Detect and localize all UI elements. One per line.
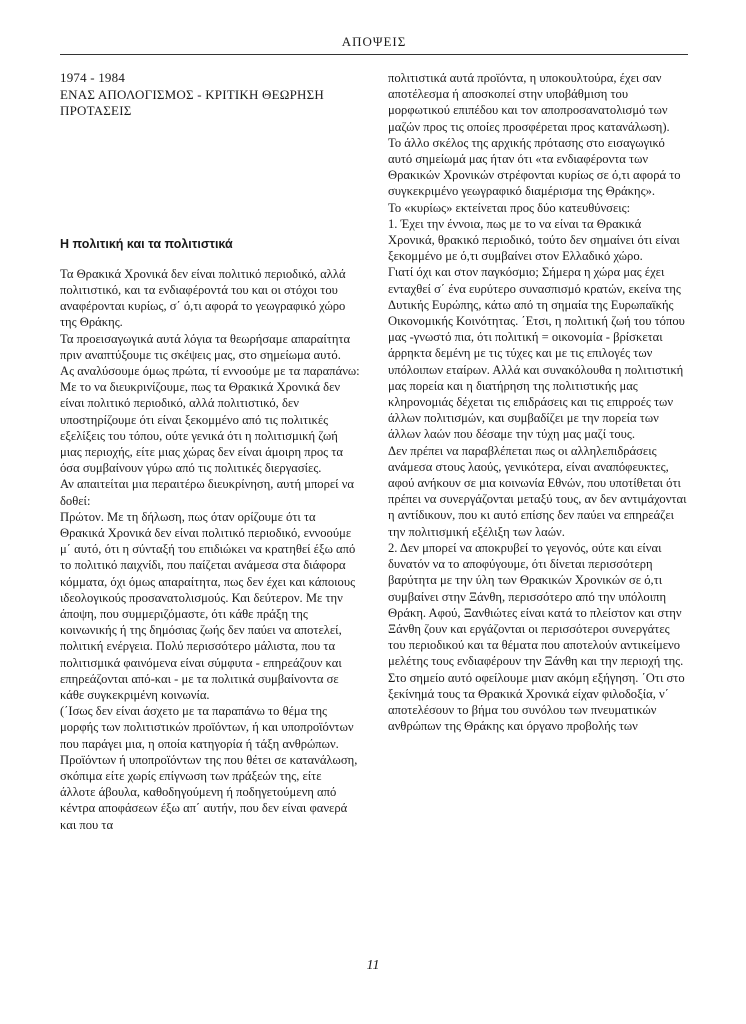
paragraph: Με το να διευκρινίζουμε, πως τα Θρακικά Χρονικά δεν είναι πολιτικό περιοδικό, αλλά πολιτιστικό, δεν υποστηρίζουμε ότι είναι ξεκομμένο από τις πολιτικές εξελίξεις του τόπου, ούτε γενικά ότι η πολιτισμική ζωή μιας περιοχής, είτε μιας χώρας δεν είναι άμοιρη προς τα όσα συμβαίνουν γύρω από τις πολιτικές διεργασίες. <box>60 380 343 476</box>
paragraph: Το άλλο σκέλος της αρχικής πρότασης στο εισαγωγικό αυτό σημείωμά μας ήταν ότι «τα ενδιαφέροντα των Θρακικών Χρονικών στρέφονται κυρίως σε ό,τι αφορά το συγκεκριμένο γεωγραφικό διαμέρισμα της Θράκης». <box>388 135 681 199</box>
article-years: 1974 - 1984 <box>60 70 126 85</box>
paragraph: Στο σημείο αυτό οφείλουμε μιαν ακόμη εξήγηση. ΄Οτι στο ξεκίνημά τους τα Θρακικά Χρονικά είχαν φιλοδοξία, ν΄ αποτελέσουν το βήμα του συνόλου των πνευματικών ανθρώπων της Θράκης και όργανο προβολής των <box>388 670 685 734</box>
article-title-line-2: ΠΡΟΤΑΣΕΙΣ <box>60 103 132 118</box>
article-title-block <box>60 70 360 120</box>
paragraph: Δεν πρέπει να παραβλέπεται πως οι αλληλεπιδράσεις ανάμεσα στους λαούς, γενικότερα, είναι αναπόφευκτες, αφού ανήκουν σε μια κοινωνία Εθνών, που υποτίθεται ότι πρέπει να συνεργάζονται μεταξύ τους, αν δεν αντιμάχονται η αντίδικουν, που κι αυτό επίσης δεν παύει να επηρεάζει την πολιτισμική εξέλιξη των λαών. <box>388 443 687 539</box>
running-header: ΑΠΟΨΕΙΣ <box>341 34 407 49</box>
header-rule <box>60 54 688 55</box>
paragraph: Τα προεισαγωγικά αυτά λόγια τα θεωρήσαμε απαραίτητα πριν αναπτύξουμε τις σκέψεις μας, στο σημείωμα αυτό. <box>60 331 351 362</box>
paragraph: 1. Έχει την έννοια, πως με το να είναι τα Θρακικά Χρονικά, θρακικό περιοδικό, τούτο δεν σημαίνει ότι είναι ξεκομμένο με ό,τι συμβαίνει στον Ελλαδικό χώρο. <box>388 216 680 264</box>
paragraph: Αν απαιτείται μια περαιτέρω διευκρίνηση, αυτή μπορεί να δοθεί: <box>60 477 355 508</box>
left-column <box>60 70 360 833</box>
section-heading: Η πολιτική και τα πολιτιστικά <box>60 236 233 251</box>
paragraph: Πρώτον. Με τη δήλωση, πως όταν ορίζουμε ότι τα Θρακικά Χρονικά δεν είναι πολιτικό περιοδικό, εννοούμε μ΄ αυτό, ότι η σύνταξή του επιδιώκει να κρατηθεί έξω από το πολιτικό παιχνίδι, που παίζεται ανάμεσα στα διάφορα κόμματα, όχι όμως απαραίτητα, πως δεν έχει και κάποιους ιδεολογικούς προσανατολισμούς. Και δεύτερον. Με την άποψη, που συμμεριζόμαστε, ότι κάθε πράξη της κοινωνικής ή της δημόσιας ζωής δεν παύει να αποτελεί, πολιτική ενέργεια. Πολύ περισσότερο μάλιστα, που τα πολιτισμικά φαινόμενα είναι σύμφυτα - επηρεάζουν και επηρεάζονται από-και - με τα πολιτικά συμβαίνοντα σε κάθε συγκεκριμένη κοινωνία. <box>60 509 356 702</box>
paragraph: Ας αναλύσουμε όμως πρώτα, τί εννοούμε με τα παραπάνω: <box>60 363 360 378</box>
paragraph: 2. Δεν μπορεί να αποκρυβεί το γεγονός, ούτε και είναι δυνατόν να το αποφύγουμε, ότι δίνεται περισσότερη βαρύτητα με την ύλη των Θρακικών Χρονικών σε ό,τι συμβαίνει στην Ξάνθη, περισσότερο από την υπόλοιπη Θράκη. Αφού, Ξανθιώτες είναι κατά το πλείστον και στην Ξάνθη ζουν και εργάζονται οι περισσότεροι συνεργάτες του περιοδικού και τα θέματα που αποτελούν αντικείμενο μελέτης τους ενδιαφέρουν την Ξάνθη και την περιοχή της. <box>388 540 684 669</box>
article-title-line-1: ΕΝΑΣ ΑΠΟΛΟΓΙΣΜΟΣ - ΚΡΙΤΙΚΗ ΘΕΩΡΗΣΗ <box>60 86 325 102</box>
page-number: 11 <box>366 958 380 973</box>
right-column <box>388 70 688 734</box>
paragraph: Γιατί όχι και στον παγκόσμιο; Σήμερα η χώρα μας έχει ενταχθεί σ΄ ένα ευρύτερο συνασπισμό κρατών, εκείνα της Δυτικής Ευρώπης, κάτω από τη σημαία της Ευρωπαϊκής Οικονομικής Κοινότητας. ΄Ετσι, η πολιτική ζωή του τόπου μας -γνωστό πια, ότι πολιτική = οικονομία - βρίσκεται άρρηκτα δεμένη με τις τύχες και με τις επιλογές των υπόλοιπων εταίρων. Αλλά και συνακόλουθα η πολιτιστική μας πορεία και η διατήρηση της πολιτιστικής μας κληρονομιάς δέχεται τις επιδράσεις και τις επιρροές των άλλων πολιτισμών, και συμβαδίζει με την πορεία των άλλων λαών που δέσαμε την τύχη μας μαζί τους. <box>388 265 685 442</box>
paragraph: Το «κυρίως» εκτείνεται προς δύο κατευθύνσεις: <box>388 200 631 215</box>
paragraph: (΄Ισως δεν είναι άσχετο με τα παραπάνω το θέμα της μορφής των πολιτιστικών προϊόντων, ή και υποπροϊόντων που παράγει μια, η οποία κατηγορία ή τάξη ανθρώπων. Προϊόντων ή υποπροϊόντων της που θέτει σε κατανάλωση, σκόπιμα είτε χωρίς επίγνωση των πράξεών της, είτε άλλοτε άβουλα, καθοδηγούμενη ή ποδηγετούμενη από κέντρα αποφάσεων έξω απ΄ αυτήν, που δεν είναι φανερά και που τα <box>60 704 358 832</box>
paragraph: Τα Θρακικά Χρονικά δεν είναι πολιτικό περιοδικό, αλλά πολιτιστικό, και τα ενδιαφέροντά του και οι στόχοι του αναφέρονται κυρίως, σ΄ ό,τι αφορά το γεωγραφικό χώρο της Θράκης. <box>60 266 346 330</box>
paragraph: πολιτιστικά αυτά προϊόντα, η υποκουλτούρα, έχει σαν αποτέλεσμα ή αποσκοπεί στην υποβάθμιση του μορφωτικού επιπέδου και τον αποπροσανατολισμό των μαζών προς τις οποίες προσφέρεται προς κατανάλωση). <box>388 71 670 134</box>
